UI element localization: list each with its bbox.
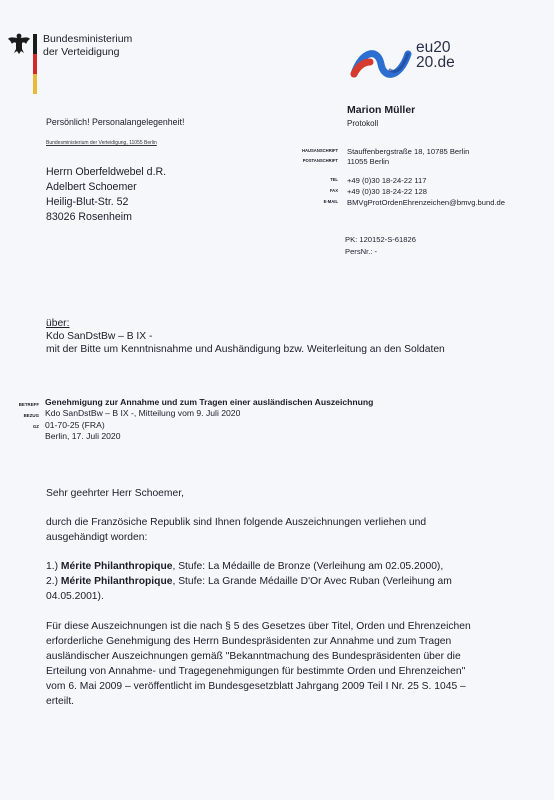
bezug-label: BEZUG <box>23 413 39 418</box>
bezug-value: Kdo SanDstBw – B IX -, Mitteilung vom 9. Juli 2020 <box>45 408 241 418</box>
email-value: BMVgProtOrdenEhrenzeichen@bmvg.bund.de <box>347 198 505 207</box>
routing-kdo: Kdo SanDstBw – B IX - <box>46 331 153 342</box>
ministry-name <box>43 33 132 59</box>
betreff-label: BETREFF <box>18 402 39 407</box>
approval-line: erteilt. <box>46 696 75 707</box>
ministry-name-line1: Bundesministerium <box>43 33 133 45</box>
award-item-2 <box>46 574 452 589</box>
routing-ueber: über: <box>46 318 70 329</box>
pk-number: PK: 120152-S-61826 <box>345 235 416 244</box>
betreff-value: Genehmigung zur Annahme und zum Tragen einer ausländischen Auszeichnung <box>45 397 374 407</box>
intro-line1: durch die Französiche Republik sind Ihnen folgende Auszeichnungen verliehen und <box>46 517 427 528</box>
return-address: Bundesministerium der Verteidigung, 11055 Berlin <box>46 140 157 146</box>
pers-number: PersNr.: - <box>345 247 378 256</box>
approval-line: Für diese Auszeichnungen ist die nach § 5 des Gesetzes über Titel, Orden und Ehrenzeichen <box>46 621 471 632</box>
recipient-line3: Heilig-Blut-Str. 52 <box>46 196 129 208</box>
sender-role: Protokoll <box>347 119 379 128</box>
recipient-line4: 83026 Rosenheim <box>46 211 132 223</box>
flag-bar <box>33 34 37 94</box>
eu2020-logo-text <box>416 40 455 70</box>
award-item-1-number: 1.) <box>46 561 59 572</box>
award-item-2-name: Mérite Philanthropique <box>60 576 173 587</box>
ministry-name-line2: der Verteidigung <box>43 46 120 58</box>
approval-line: vom 6. Mai 2009 – veröffentlicht im Bundesgesetzblatt Jahrgang 2009 Teil I Nr. 25 S. 1045 – <box>46 681 466 692</box>
award-list <box>46 559 452 604</box>
salutation: Sehr geehrter Herr Schoemer, <box>46 488 184 499</box>
tel-value: +49 (0)30 18-24-22 117 <box>347 176 427 185</box>
recipient-address <box>46 165 166 225</box>
letter-page: Bundesministerium der Verteidigung eu20 20.de Marion Müller Protokoll Persönlich! Personalangelegenheit! Bundesministerium der Verteidigung, 11055 Berlin Herrn Oberfeldwebel d.R. Adelbert Schoemer Heilig-Blut-Str. 52 83026 Rosenheim HAUSANSCHRIFT POSTANSCHRIFT TEL FAX E-MAIL Stauffenbergstraße 18, 10785 Berlin 11055 Berlin +49 (0)30 18-24-22 117 +49 (0)30 18-24-22 128 BMVgProtOrdenEhrenzeichen@bmvg.bund.de PK: 120152-S-61826 PersNr.: - über: Kdo SanDstBw – B IX - mit der Bitte um Kenntnisnahme und Aushändigung bzw. Weiterleitung an den Soldaten BETREFF Genehmigung zur Annahme und zum Tragen einer ausländischen Auszeichnung BEZUG Kdo SanDstBw – B IX -, Mitteilung vom 9. Juli 2020 GZ 01-70-25 (FRA) Berlin, 17. Juli 2020 Sehr geehrter Herr Schoemer, durch die Französiche Republik sind Ihnen folgende Auszeichnungen verliehen und ausgehändigt worden: 1.) Mérite Philanthropique, Stufe: La Médaille de Bronze (Verleihung am 02.05.2000), 2.) Mérite Philanthropique, Stufe: La Grande Médaille D'Or Avec Ruban (Verleihung am 04.05.2001). Für diese Auszeichnungen ist die nach § 5 des Gesetzes über Titel, Orden und Ehrenzeichen erforderliche Genehmigung des Herrn Bundespräsidenten zur Annahme und zum Tragen ausländischer Auszeichnungen gemäß "Bekanntmachung des Bundespräsidenten über die Erteilung von Annahme- und Tragegenehmigungen für bestimmte Orden und Ehrenzeichen" vom 6. Mai 2009 – veröffentlicht im Bundesgesetzblatt Jahrgang 2009 Teil I Nr. 25 S. 1045 – erteilt. <box>0 0 554 800</box>
flag-gold-stripe <box>33 74 37 94</box>
routing-request: mit der Bitte um Kenntnisnahme und Aushändigung bzw. Weiterleitung an den Soldaten <box>46 344 445 355</box>
award-item-2-continuation: 04.05.2001). <box>46 591 104 602</box>
hausanschrift-value: Stauffenbergstraße 18, 10785 Berlin <box>347 147 470 156</box>
approval-line: ausländischer Auszeichnungen gemäß "Bekanntmachung des Bundespräsidenten über die <box>46 651 461 662</box>
intro-paragraph <box>46 515 426 545</box>
recipient-line1: Herrn Oberfeldwebel d.R. <box>46 166 167 178</box>
flag-black-stripe <box>33 34 37 54</box>
gz-value: 01-70-25 (FRA) <box>45 420 105 430</box>
award-item-2-detail: , Stufe: La Grande Médaille D'Or Avec Ruban (Verleihung am <box>172 576 452 587</box>
flag-red-stripe <box>33 54 37 74</box>
approval-line: Erteilung von Annahme- und Tragegenehmigungen für bestimmte Orden und Ehrenzeichen" <box>46 666 466 677</box>
logo-text-line2: 20.de <box>416 54 455 71</box>
award-item-1 <box>46 559 452 574</box>
gz-label: GZ <box>32 424 39 429</box>
logo-text-line1: eu20 <box>416 39 451 56</box>
letter-date: Berlin, 17. Juli 2020 <box>45 431 121 441</box>
award-item-2-number: 2.) <box>46 576 59 587</box>
recipient-line2: Adelbert Schoemer <box>46 181 137 193</box>
eu2020-logo-icon <box>350 44 412 84</box>
intro-line2: ausgehändigt worden: <box>46 532 148 543</box>
sender-name: Marion Müller <box>347 104 416 116</box>
approval-paragraph <box>46 619 471 709</box>
award-item-1-name: Mérite Philanthropique <box>60 561 173 572</box>
postanschrift-value: 11055 Berlin <box>347 157 390 166</box>
fax-value: +49 (0)30 18-24-22 128 <box>347 187 428 196</box>
award-item-1-detail: , Stufe: La Médaille de Bronze (Verleihung am 02.05.2000), <box>172 561 444 572</box>
federal-eagle-icon <box>7 32 31 56</box>
approval-line: erforderliche Genehmigung des Herrn Bundespräsidenten zur Annahme und zum Tragen <box>46 636 452 647</box>
personal-note: Persönlich! Personalangelegenheit! <box>46 117 185 127</box>
